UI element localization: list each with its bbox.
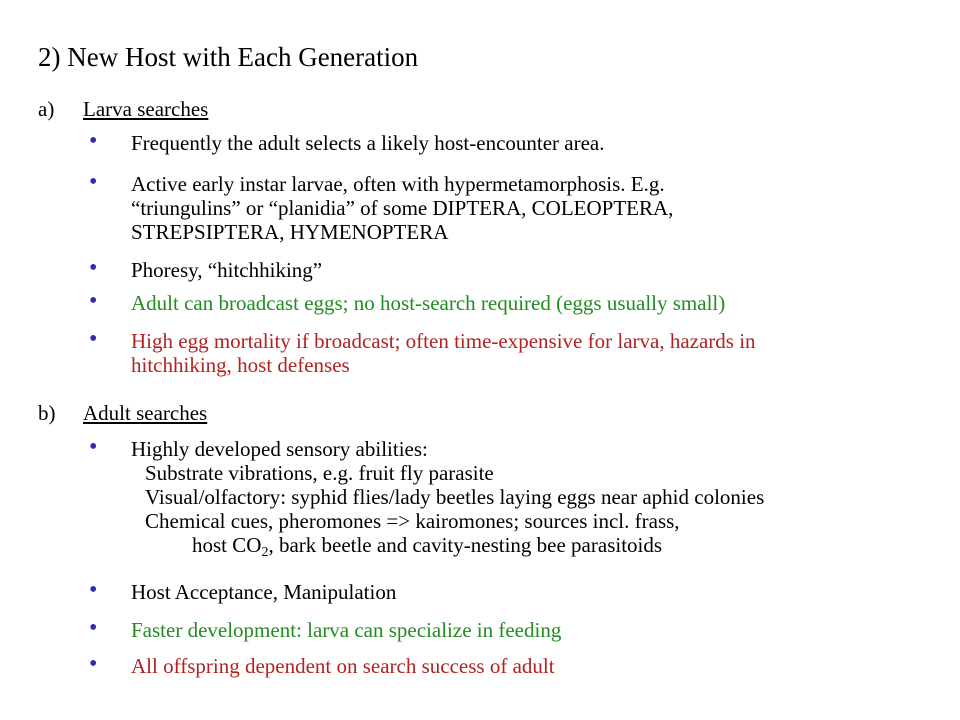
- bullet-dot-icon: •: [89, 326, 98, 352]
- co2-subscript: 2: [261, 545, 269, 560]
- bullet-subline: Chemical cues, pheromones => kairomones; sources incl. frass,: [145, 509, 680, 533]
- slide-title: 2) New Host with Each Generation: [38, 42, 419, 72]
- bullet-dot-icon: •: [89, 288, 98, 314]
- bullet-dot-icon: •: [89, 615, 98, 641]
- bullet-text: All offspring dependent on search success of adult: [131, 654, 555, 678]
- bullet-dot-icon: •: [89, 651, 98, 677]
- bullet-text: Host Acceptance, Manipulation: [131, 580, 397, 604]
- section-a-label: a): [38, 97, 55, 121]
- bullet-subline: Visual/olfactory: syphid flies/lady beetles laying eggs near aphid colonies: [145, 485, 765, 509]
- section-b-title: Adult searches: [83, 401, 208, 425]
- bullet-text: STREPSIPTERA, HYMENOPTERA: [131, 220, 449, 244]
- bullet-dot-icon: •: [89, 434, 98, 460]
- bullet-subline: Substrate vibrations, e.g. fruit fly parasite: [145, 461, 494, 485]
- bullet-text: High egg mortality if broadcast; often time-expensive for larva, hazards in: [131, 329, 756, 353]
- co2-prefix: host CO: [192, 533, 262, 557]
- bullet-text: Phoresy, “hitchhiking”: [131, 258, 323, 282]
- bullet-text: Faster development: larva can specialize in feeding: [131, 618, 562, 642]
- bullet-text: “triungulins” or “planidia” of some DIPTERA, COLEOPTERA,: [131, 196, 674, 220]
- bullet-dot-icon: •: [89, 128, 98, 154]
- section-b-label: b): [38, 401, 56, 425]
- bullet-text: hitchhiking, host defenses: [131, 353, 350, 377]
- section-a-heading: [38, 97, 208, 121]
- bullet-text: Highly developed sensory abilities:: [131, 437, 428, 461]
- bullet-text: Frequently the adult selects a likely host-encounter area.: [131, 131, 605, 155]
- bullet-text: Active early instar larvae, often with hypermetamorphosis. E.g.: [131, 172, 665, 196]
- bullet-subline-indented: [131, 533, 941, 560]
- bullet-dot-icon: •: [89, 577, 98, 603]
- section-a-title: Larva searches: [83, 97, 209, 121]
- bullet-text: Adult can broadcast eggs; no host-search required (eggs usually small): [131, 291, 726, 315]
- bullet-dot-icon: •: [89, 169, 98, 195]
- section-b-heading: [38, 401, 207, 425]
- bullet-dot-icon: •: [89, 255, 98, 281]
- co2-suffix: , bark beetle and cavity-nesting bee parasitoids: [268, 533, 663, 557]
